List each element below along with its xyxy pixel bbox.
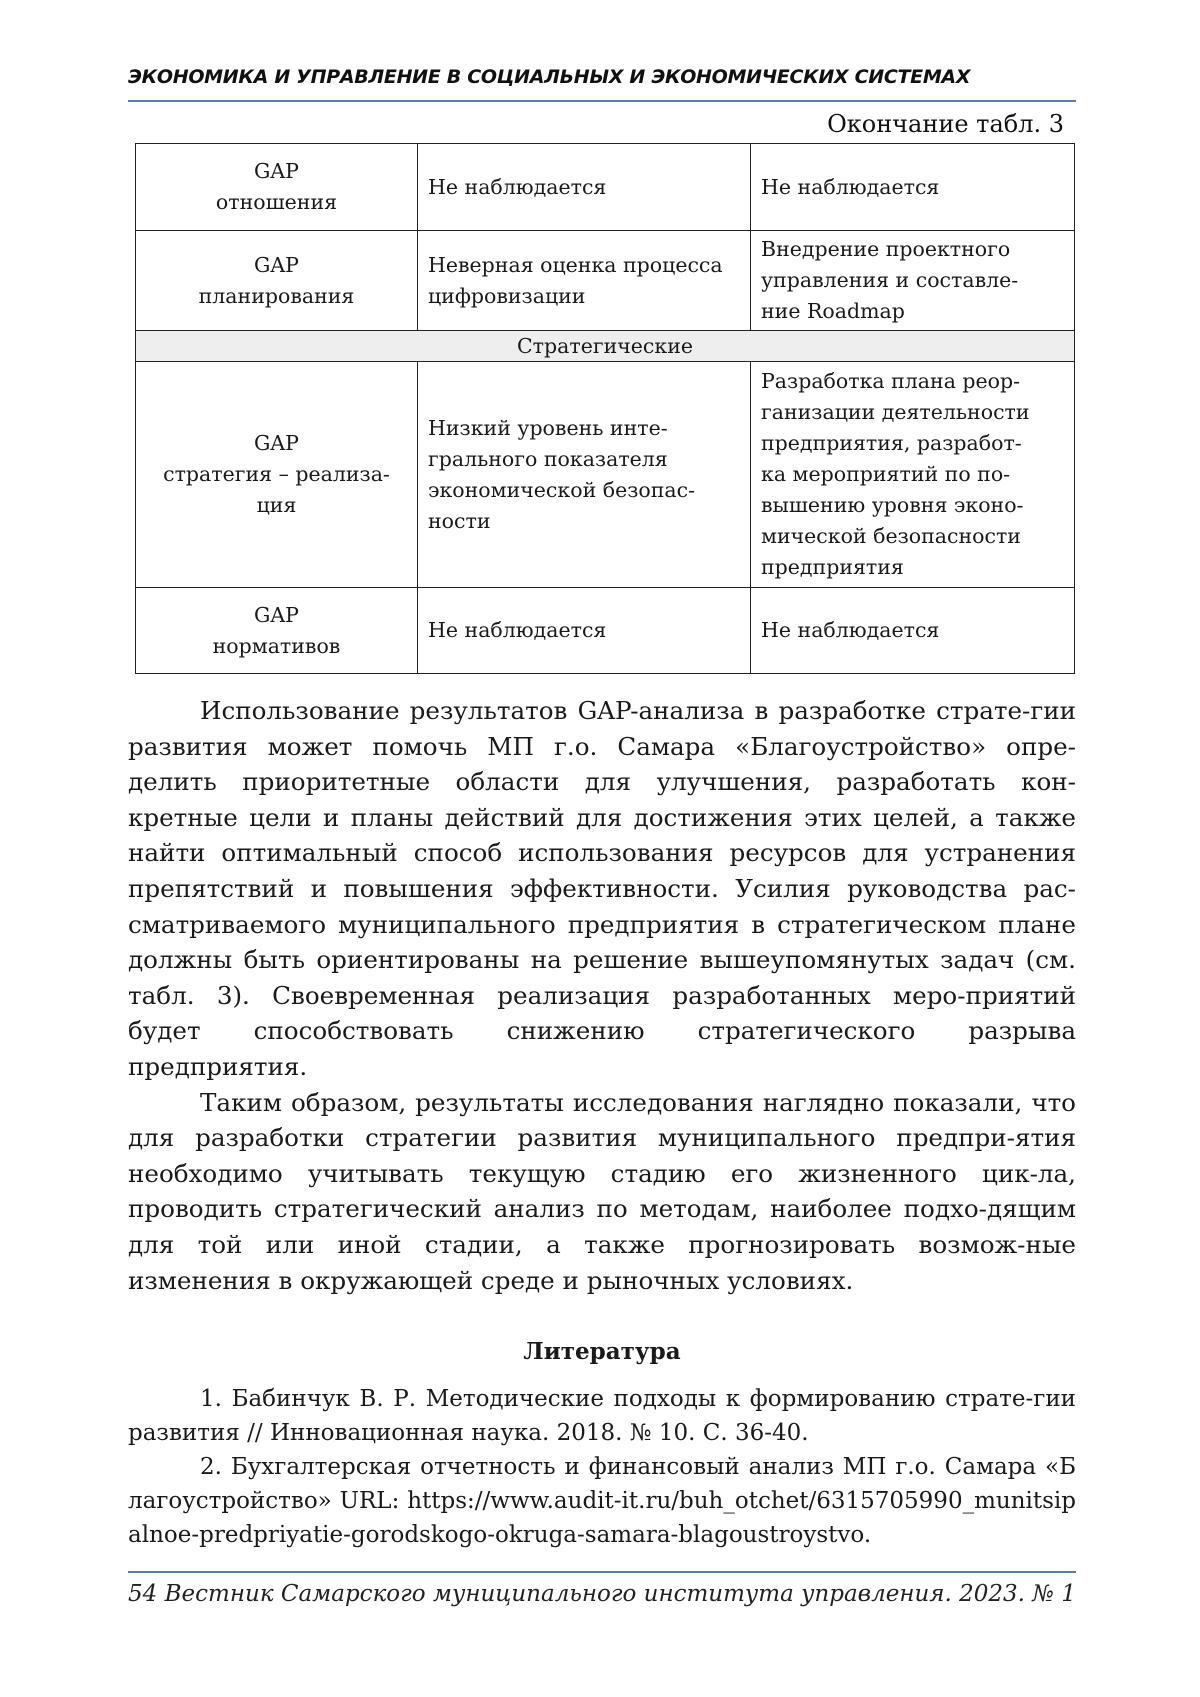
measure-cell: Не наблюдается — [751, 144, 1075, 231]
table-row — [136, 231, 1075, 331]
references-list — [128, 1382, 1076, 1552]
reference-item: 1. Бабинчук В. Р. Методические подходы к формированию страте-гии развития // Инновационная наука. 2018. № 10. С. 36-40. — [128, 1386, 1076, 1446]
references-title: Литература — [523, 1338, 681, 1365]
table-row — [136, 362, 1075, 588]
paragraph: Использование результатов GAP-анализа в разработке страте-гии развития может помочь МП г.о. Самара «Благоустройство» опре-делить приоритетные области для улучшения, разработать кон-кретные цели и планы действий для достижения этих целей, а также найти оптимальный способ использования ресурсов для устранения препятствий и повышения эффективности. Усилия руководства рас-сматриваемого муниципального предприятия в стратегическом плане должны быть ориентированы на решение вышеупомянутых задач (см. табл. 3). Своевременная реализация разработанных меро-приятий будет способствовать снижению стратегического разрыва предприятия. — [128, 696, 1076, 1081]
page-number: 54 — [128, 1581, 158, 1607]
problem-cell: Не наблюдается — [418, 144, 751, 231]
section-label: Стратегические — [136, 331, 1075, 362]
problem-cell: Не наблюдается — [418, 588, 751, 674]
measure-cell: Внедрение проектного управления и составле- ние Roadmap — [751, 231, 1075, 331]
reference-item: 2. Бухгалтерская отчетность и финансовый анализ МП г.о. Самара «Благоустройство» URL: https://www.audit-it.ru/buh_otchet/6315705990_munitsipalnoe-predpriyatie-gorodskogo-okruga-samara-blagoustroystvo. — [128, 1454, 1076, 1548]
header-rule — [128, 100, 1076, 102]
paragraph: Таким образом, результаты исследования наглядно показали, что для разработки стратегии развития муниципального предпри-ятия необходимо учитывать текущую стадию его жизненного цик-ла, проводить стратегический анализ по методам, наиболее подхо-дящим для той или иной стадии, а также прогнозировать возмож-ные изменения в окружающей среде и рыночных условиях. — [128, 1087, 1076, 1295]
table-row — [136, 588, 1075, 674]
gap-type-cell: GAP стратегия – реализа- ция — [136, 362, 418, 588]
problem-cell: Низкий уровень инте- грального показателя экономической безопас- ности — [418, 362, 751, 588]
measure-cell: Не наблюдается — [751, 588, 1075, 674]
gap-type-cell: GAP нормативов — [136, 588, 418, 674]
table-continuation-label: Окончание табл. 3 — [827, 110, 1064, 138]
table-section-row — [136, 331, 1075, 362]
table-row — [136, 144, 1075, 231]
footer-rule — [128, 1571, 1076, 1573]
problem-cell: Неверная оценка процесса цифровизации — [418, 231, 751, 331]
gap-type-cell: GAP отношения — [136, 144, 418, 231]
body-text — [128, 693, 1076, 1298]
journal-title: Вестник Самарского муниципального института управления. 2023. № 1 — [164, 1581, 1076, 1607]
running-header: ЭКОНОМИКА И УПРАВЛЕНИЕ В СОЦИАЛЬНЫХ И ЭКОНОМИЧЕСКИХ СИСТЕМАХ — [128, 66, 971, 88]
gap-table — [135, 143, 1075, 674]
gap-type-cell: GAP планирования — [136, 231, 418, 331]
measure-cell: Разработка плана реор- ганизации деятельности предприятия, разработ- ка мероприятий по по- вышению уровня эконо- мической безопасности предприятия — [751, 362, 1075, 588]
